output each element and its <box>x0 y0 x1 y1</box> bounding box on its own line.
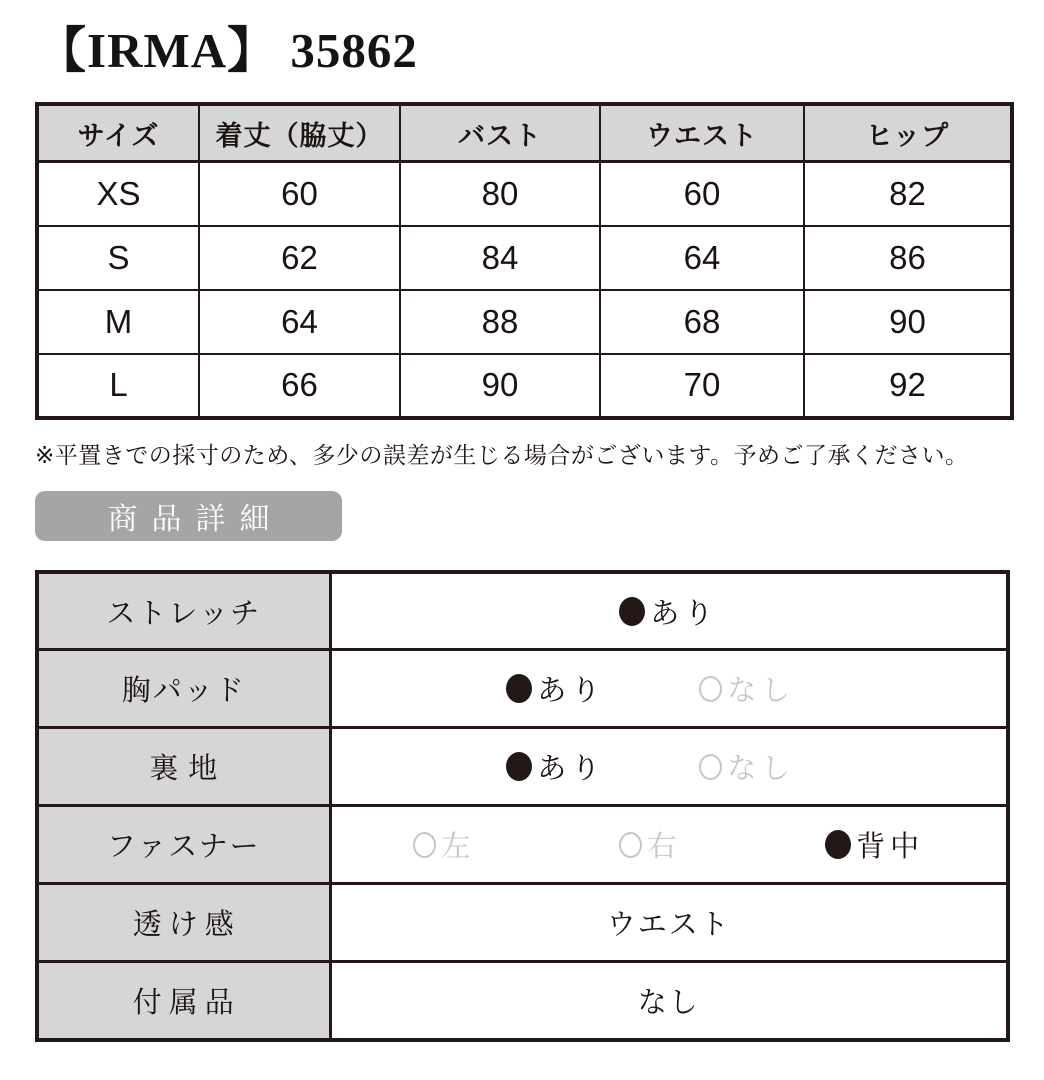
option-right <box>619 824 681 865</box>
option-nashi <box>699 746 795 787</box>
size-table-row-l <box>37 354 1012 418</box>
bust-cell: 80 <box>400 162 600 226</box>
waist-cell: 68 <box>600 290 804 354</box>
option-label: あり <box>537 675 606 708</box>
option-ari <box>506 746 605 787</box>
detail-row-stretch <box>37 572 1008 650</box>
size-table <box>35 102 1014 420</box>
detail-label: ストレッチ <box>37 572 330 650</box>
option-ari <box>619 591 718 632</box>
radio-selected-icon <box>506 752 532 781</box>
size-table-header-size: サイズ <box>37 104 199 162</box>
radio-unselected-icon <box>699 676 722 702</box>
hip-cell: 92 <box>804 354 1012 418</box>
detail-label: ファスナー <box>37 806 330 884</box>
product-detail-table <box>35 570 1010 1042</box>
size-table-header-bust: バスト <box>400 104 600 162</box>
detail-label: 透け感 <box>37 884 330 962</box>
option-label: 背中 <box>856 831 925 864</box>
detail-value: ウエスト <box>606 909 731 942</box>
detail-row-fastener <box>37 806 1008 884</box>
waist-cell: 64 <box>600 226 804 290</box>
option-group <box>324 746 979 787</box>
size-table-row-s <box>37 226 1012 290</box>
option-label: 右 <box>647 831 682 864</box>
length-cell: 60 <box>199 162 400 226</box>
option-label: なし <box>727 753 796 786</box>
option-left <box>413 824 475 865</box>
option-ari <box>506 668 605 709</box>
radio-unselected-icon <box>413 832 436 858</box>
length-cell: 66 <box>199 354 400 418</box>
bust-cell: 90 <box>400 354 600 418</box>
waist-cell: 70 <box>600 354 804 418</box>
length-cell: 62 <box>199 226 400 290</box>
size-table-row-xs <box>37 162 1012 226</box>
waist-cell: 60 <box>600 162 804 226</box>
option-group <box>342 591 997 632</box>
detail-label: 付属品 <box>37 962 330 1040</box>
length-cell: 64 <box>199 290 400 354</box>
option-label: あり <box>537 753 606 786</box>
detail-row-sheerness <box>37 884 1008 962</box>
option-label: なし <box>727 675 796 708</box>
detail-row-lining <box>37 728 1008 806</box>
detail-label: 胸パッド <box>37 650 330 728</box>
radio-unselected-icon <box>699 754 722 780</box>
hip-cell: 86 <box>804 226 1012 290</box>
size-table-header-hip: ヒップ <box>804 104 1012 162</box>
radio-selected-icon <box>825 830 851 859</box>
option-back <box>825 824 924 865</box>
hip-cell: 82 <box>804 162 1012 226</box>
size-cell: L <box>37 354 199 418</box>
size-table-header-waist: ウエスト <box>600 104 804 162</box>
measurement-disclaimer: ※平置きでの採寸のため、多少の誤差が生じる場合がございます。予めご了承ください。 <box>35 441 969 468</box>
detail-row-chest-pad <box>37 650 1008 728</box>
radio-selected-icon <box>506 674 532 703</box>
size-table-header-length: 着丈（脇丈） <box>199 104 400 162</box>
hip-cell: 90 <box>804 290 1012 354</box>
size-table-row-m <box>37 290 1012 354</box>
section-header-badge: 商品詳細 <box>35 491 342 541</box>
detail-row-accessories <box>37 962 1008 1040</box>
option-label: あり <box>650 597 719 630</box>
page-title: 【IRMA】 35862 <box>37 23 418 78</box>
bust-cell: 88 <box>400 290 600 354</box>
option-label: 左 <box>441 831 476 864</box>
radio-selected-icon <box>619 597 645 626</box>
detail-label: 裏地 <box>37 728 330 806</box>
radio-unselected-icon <box>619 832 642 858</box>
size-cell: XS <box>37 162 199 226</box>
size-cell: S <box>37 226 199 290</box>
detail-value: なし <box>637 987 700 1020</box>
option-nashi <box>699 668 795 709</box>
bust-cell: 84 <box>400 226 600 290</box>
option-group <box>324 668 979 709</box>
size-cell: M <box>37 290 199 354</box>
option-group <box>342 824 997 865</box>
size-table-header-row <box>37 104 1012 162</box>
